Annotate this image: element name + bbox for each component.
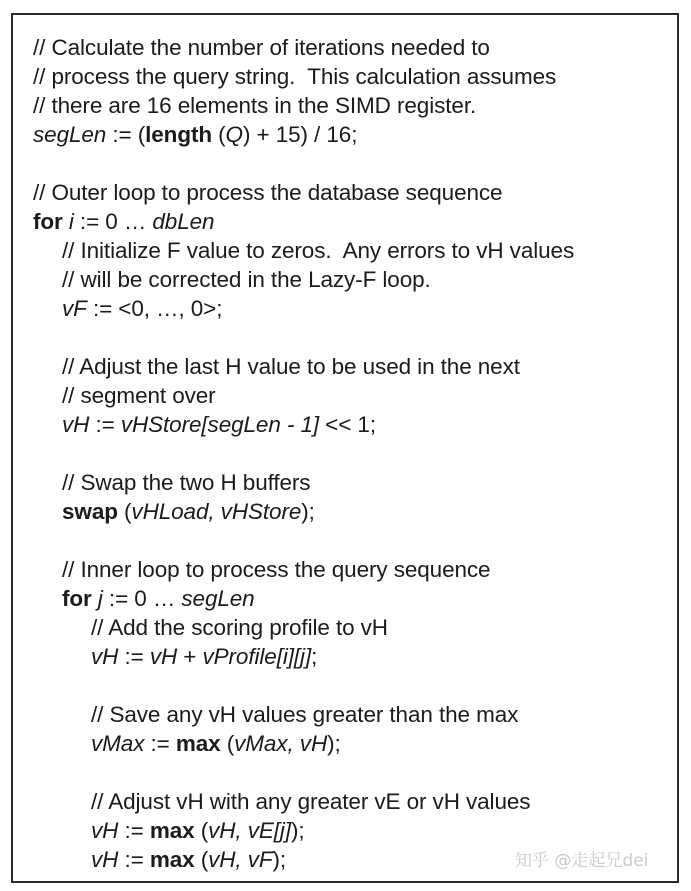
code-comment-line: // Adjust the last H value to be used in the next [62,354,520,379]
code-comment-line: // Add the scoring profile to vH [91,615,388,640]
code-text: ( [220,731,235,756]
code-variable: vH [62,412,90,437]
code-keyword: length [145,122,212,147]
code-text: ); [301,499,315,524]
inner-for-line [33,584,683,613]
code-variable: vH [91,644,119,669]
code-variable: vH [91,847,119,872]
code-variable: vProfile[i][j] [202,644,312,669]
code-comment-line: // will be corrected in the Lazy-F loop. [62,267,431,292]
code-comment-line: // Calculate the number of iterations needed to [33,35,490,60]
code-text: ( [212,122,226,147]
vmax-line [33,729,683,758]
code-comment-line: // Adjust vH with any greater vE or vH values [91,789,531,814]
code-variable: j [97,586,103,611]
code-keyword: max [149,818,195,843]
code-keyword: max [149,847,195,872]
blank-line [33,671,683,700]
code-text: ; [311,644,318,669]
code-text: ) + 15) / 16; [242,122,358,147]
code-text: := 0 … [102,586,182,611]
blank-line [33,439,683,468]
code-comment-line: // process the query string. This calculation assumes [33,64,557,89]
code-text: ( [194,818,209,843]
code-variable: vH [91,818,119,843]
code-keyword: max [175,731,221,756]
code-text: := ( [106,122,146,147]
code-text: := <0, …, 0>; [86,296,223,321]
code-variable: vH, vE[j] [208,818,291,843]
seglen-assignment-line [33,120,683,149]
vh-profile-line [33,642,683,671]
code-variable: vMax, vH [234,731,328,756]
code-comment-line: // Outer loop to process the database sequence [33,180,503,205]
code-variable: vMax [91,731,145,756]
code-variable: vHStore[segLen - 1] [120,412,320,437]
code-comment-line: // there are 16 elements in the SIMD register. [33,93,477,118]
code-keyword: swap [62,499,118,524]
vh-shift-line [33,410,683,439]
code-text: + [177,644,203,669]
code-comment-line: // Save any vH values greater than the max [91,702,519,727]
code-variable: vH, vF [208,847,273,872]
code-variable: vF [62,296,87,321]
code-variable: dbLen [152,209,215,234]
code-comment-line: // Initialize F value to zeros. Any errors to vH values [62,238,575,263]
code-variable: Q [225,122,243,147]
code-text: << 1; [319,412,376,437]
code-comment-line: // Swap the two H buffers [62,470,311,495]
zhihu-watermark: 知乎 @走起兄dei [515,851,649,871]
code-text: ( [117,499,132,524]
code-variable: i [68,209,74,234]
swap-line [33,497,683,526]
code-text: := [144,731,176,756]
code-text: := [118,847,150,872]
code-text: := [89,412,121,437]
code-variable: vH [149,644,178,669]
code-text: ); [272,847,287,872]
code-comment-line: // segment over [62,383,216,408]
blank-line [33,323,683,352]
code-keyword: for [62,586,92,611]
blank-line [33,526,683,555]
code-variable: segLen [181,586,255,611]
code-text: := [118,644,150,669]
code-variable: vHLoad, vHStore [131,499,302,524]
blank-line [33,758,683,787]
code-text: ); [327,731,341,756]
code-text: := [118,818,150,843]
code-text: ); [290,818,305,843]
blank-line [33,149,683,178]
vf-assignment-line [33,294,683,323]
pseudocode-block [33,33,683,874]
outer-for-line [33,207,683,236]
code-keyword: for [33,209,63,234]
code-comment-line: // Inner loop to process the query sequence [62,557,491,582]
code-text: := 0 … [73,209,153,234]
code-variable: segLen [33,122,107,147]
code-text: ( [194,847,209,872]
vh-max-ve-line [33,816,683,845]
